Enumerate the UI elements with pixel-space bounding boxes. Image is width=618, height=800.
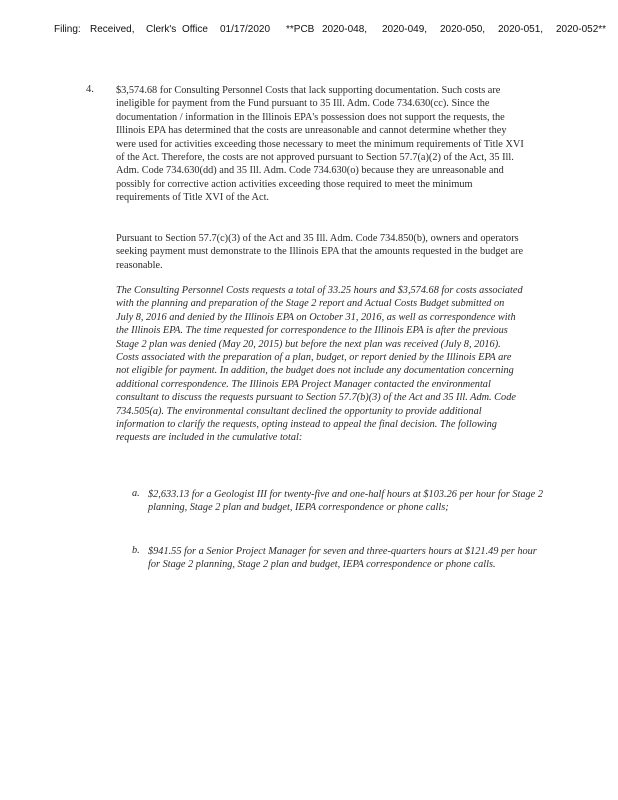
header-date: 01/17/2020 <box>220 24 271 35</box>
header-case-3: 2020-050, <box>440 24 486 35</box>
paragraph-unsupported-costs: $3,574.68 for Consulting Personnel Costs that lack supporting documentation. Such costs are ineligible for payment from the Fund pursuant to 35 Ill. Adm. Code 734.630(cc). Since the documentation / information in the Illinois EPA's possession does not support the requests, the Illinois EPA has determined that the costs are unreasonable and cannot determine whether they were used for activities exceeding those necessary to meet the minimum requirements of Title XVI of the Act. Therefore, the costs are not approved pursuant to Section 57.7(a)(2) of the Act, 35 Ill. Adm. Code 734.630(dd) and 35 Ill. Adm. Code 734.630(o) because they are unreasonable and possibly for corrective action activities exceeding those required to meet the minimum requirements of Title XVI of the Act. <box>116 85 524 204</box>
header-pcb: **PCB <box>286 24 315 35</box>
header-case-5: 2020-052** <box>556 24 607 35</box>
header-case-1: 2020-048, <box>322 24 368 35</box>
header-office: Office <box>182 24 208 35</box>
item-number: 4. <box>86 84 94 95</box>
header-filing: Filing: <box>54 24 81 35</box>
paragraph-reasonableness: Pursuant to Section 57.7(c)(3) of the Act and 35 Ill. Adm. Code 734.850(b), owners and operators seeking payment must demonstrate to the Illinois EPA that the amounts requested in the budget are reasonable. <box>116 233 524 271</box>
paragraph-consulting-summary: The Consulting Personnel Costs requests a total of 33.25 hours and $3,574.68 for costs associated with the planning and preparation of the Stage 2 report and Actual Costs Budget submitted on July 8, 2016 and denied by the Illinois EPA on October 31, 2016, as well as correspondence with the Illinois EPA. The time requested for correspondence to the Illinois EPA is after the previous Stage 2 plan was denied (May 20, 2015) but before the next plan was received (July 8, 2016). Costs associated with the preparation of a plan, budget, or report denied by the Illinois EPA are not eligible for payment. In addition, the budget does not include any documentation concerning additional correspondence. The Illinois EPA Project Manager contacted the environmental consultant to discuss the requests pursuant to Section 57.7(b)(3) of the Act and 35 Ill. Adm. Code 734.505(a). The environmental consultant declined the opportunity to provide additional information to clarify the requests, opting instead to appeal the final decision. The following requests are included in the cumulative total: <box>116 285 523 444</box>
header-case-2: 2020-049, <box>382 24 428 35</box>
item-b-text: $941.55 for a Senior Project Manager for seven and three-quarters hours at $121.49 per hour for Stage 2 planning, Stage 2 plan and budget, IEPA correspondence or phone calls. <box>148 546 537 571</box>
header-case-4: 2020-051, <box>498 24 544 35</box>
header-clerks: Clerk's <box>146 24 177 35</box>
header-received: Received, <box>90 24 135 35</box>
item-b-label: b. <box>132 545 140 556</box>
item-a-label: a. <box>132 488 140 499</box>
item-a-text: $2,633.13 for a Geologist III for twenty-five and one-half hours at $103.26 per hour for Stage 2 planning, Stage 2 plan and budget, IEPA correspondence or phone calls; <box>148 489 543 514</box>
